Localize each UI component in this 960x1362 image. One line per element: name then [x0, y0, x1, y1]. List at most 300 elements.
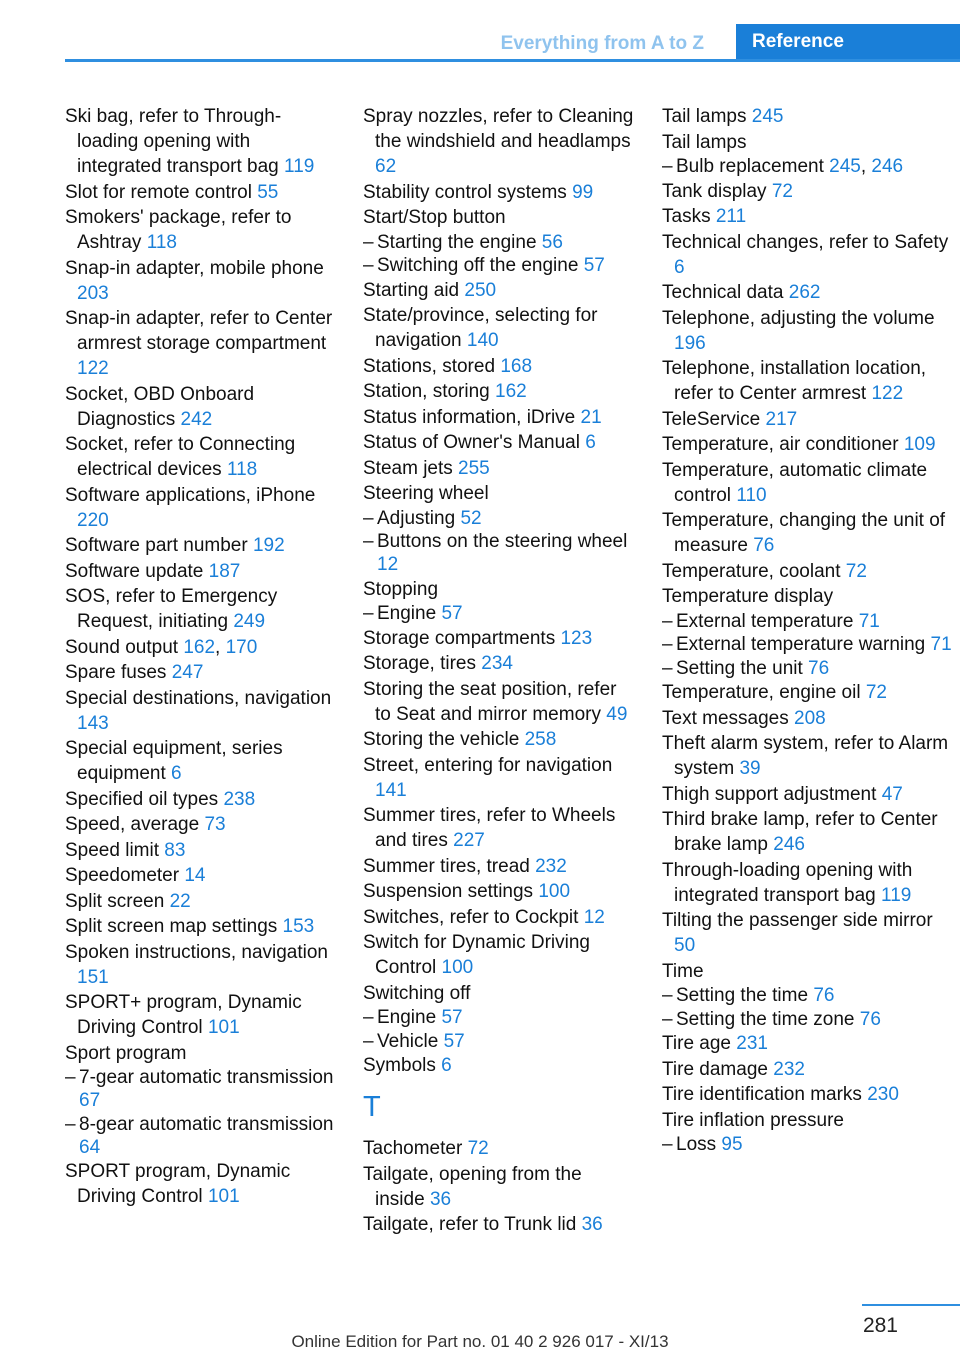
page-link[interactable]: 250 [464, 279, 497, 301]
page-link[interactable]: 192 [252, 535, 285, 556]
entry-text: Tachometer [363, 1138, 463, 1159]
edition-note: Online Edition for Part no. 01 40 2 926 017 - XI/13 [291, 1332, 669, 1351]
page-link[interactable]: 101 [207, 1186, 240, 1207]
index-entry [662, 908, 954, 958]
dash: – [662, 1134, 673, 1155]
page-link[interactable]: 140 [466, 330, 499, 351]
index-column-3 [662, 104, 954, 1157]
page-link[interactable]: 211 [715, 206, 747, 227]
page-link[interactable]: 122 [871, 383, 904, 404]
entry-text: External temperature [676, 610, 854, 632]
entry-text: Setting the time zone [676, 1008, 855, 1030]
page-link[interactable]: 258 [524, 729, 557, 750]
entry-text: Slot for remote control [65, 181, 252, 203]
page-link[interactable]: 6 [441, 1055, 452, 1076]
entry-text: Storing the vehicle [363, 729, 520, 750]
dash: – [363, 1030, 374, 1052]
page-link[interactable]: 162 [183, 636, 216, 658]
page-separator: , [860, 156, 867, 177]
page-link[interactable]: 168 [500, 355, 533, 377]
entry-text: Thigh support adjustment [662, 783, 877, 805]
entry-text: Setting the unit [676, 657, 803, 679]
page-link[interactable]: 67 [79, 1090, 101, 1111]
index-subentry [662, 657, 954, 680]
entry-text: Special destinations, navigation [65, 687, 332, 709]
index-subentry [363, 231, 635, 254]
entry-text: Stations, stored [363, 355, 496, 377]
entry-text: Switch for Dynamic Driving Control [363, 932, 590, 978]
page-link[interactable]: 234 [481, 653, 513, 674]
page-link[interactable]: 57 [441, 1007, 463, 1028]
dash: – [363, 255, 374, 276]
page-link[interactable]: 71 [858, 610, 880, 632]
page-link[interactable]: 36 [581, 1214, 603, 1235]
index-entry [363, 456, 635, 481]
index-entry [363, 677, 635, 727]
index-column-2 [363, 104, 635, 1238]
page-link[interactable]: 57 [443, 1030, 465, 1052]
page-link[interactable]: 242 [180, 408, 213, 430]
page-link[interactable]: 153 [282, 916, 315, 937]
index-entry [363, 981, 635, 1006]
entry-text: Temperature, engine oil [662, 682, 861, 703]
index-entry [65, 382, 337, 432]
index-entry [65, 940, 337, 990]
index-entry [662, 104, 954, 129]
index-entry [65, 533, 337, 558]
index-entry [662, 1057, 954, 1082]
entry-text: External temperature warning [676, 634, 926, 655]
entry-text: Status of Owner's Manual [363, 432, 580, 453]
index-entry [363, 577, 635, 602]
page-link[interactable]: 55 [257, 181, 279, 203]
page-link[interactable]: 230 [867, 1084, 899, 1105]
page-link[interactable]: 99 [572, 181, 594, 203]
page-link[interactable]: 246 [773, 834, 805, 855]
entry-text: Telephone, adjusting the volume [662, 307, 935, 329]
entry-text: Stopping [363, 578, 439, 600]
entry-text: Tank display [662, 180, 767, 202]
index-subentry [65, 1066, 337, 1112]
dash: – [363, 507, 374, 529]
entry-text: Steering wheel [363, 483, 489, 504]
index-entry [65, 889, 337, 914]
entry-text: Time [662, 960, 704, 982]
index-entry [363, 1212, 635, 1237]
entry-text: Tail lamps [662, 106, 747, 127]
index-entry [363, 930, 635, 980]
index-list-s [363, 104, 635, 1078]
entry-text: Street, entering for navigation [363, 754, 613, 776]
page-link[interactable]: 64 [79, 1136, 101, 1158]
index-entry [363, 405, 635, 430]
index-entry [363, 727, 635, 752]
index-entry [662, 458, 954, 508]
index-entry [662, 584, 954, 609]
index-entry [662, 559, 954, 584]
index-entry [363, 430, 635, 455]
page-link[interactable]: 100 [441, 957, 474, 978]
index-subentry [363, 254, 635, 277]
dash: – [662, 985, 673, 1006]
page-link[interactable]: 57 [441, 603, 463, 624]
dash: – [662, 657, 673, 679]
page-link[interactable]: 143 [77, 712, 109, 734]
page-link[interactable]: 83 [164, 839, 186, 861]
page-link[interactable]: 95 [721, 1134, 743, 1155]
page-link[interactable]: 72 [771, 180, 793, 202]
page-link[interactable]: 118 [146, 232, 177, 253]
index-entry [65, 812, 337, 837]
entry-text: Speedometer [65, 865, 180, 886]
page-link[interactable]: 12 [377, 554, 399, 575]
index-entry [65, 736, 337, 786]
dash: – [363, 531, 374, 552]
entry-text: Specified oil types [65, 788, 219, 810]
index-entry [65, 686, 337, 736]
index-subentry [662, 155, 954, 178]
index-entry [65, 559, 337, 584]
entry-text: Loss [676, 1134, 717, 1155]
entry-text: Storage compartments [363, 627, 556, 649]
page-link[interactable]: 56 [541, 231, 563, 253]
page-link[interactable]: 232 [773, 1058, 805, 1080]
page-link[interactable]: 62 [375, 156, 397, 177]
entry-text: Switching off the engine [377, 255, 579, 276]
page-link[interactable]: 50 [674, 935, 696, 956]
page-separator: , [215, 636, 221, 658]
index-column-1 [65, 104, 337, 1210]
index-entry [662, 680, 954, 705]
index-entry [662, 1108, 954, 1133]
index-entry [363, 879, 635, 904]
entry-text: Vehicle [377, 1030, 439, 1052]
page-link[interactable]: 246 [871, 156, 904, 177]
index-entry [363, 205, 635, 230]
entry-text: Tire damage [662, 1058, 768, 1080]
index-entry [65, 584, 337, 634]
header-rule [65, 59, 960, 62]
page-link[interactable]: 249 [233, 611, 266, 632]
page-link[interactable]: 119 [881, 884, 912, 906]
entry-text: Buttons on the steering wheel [377, 531, 628, 552]
index-entry [65, 483, 337, 533]
entry-text: Starting the engine [377, 231, 537, 253]
entry-text: Speed, average [65, 814, 200, 835]
page-link[interactable]: 255 [458, 457, 490, 479]
page-link[interactable]: 118 [226, 459, 258, 480]
entry-text: Engine [377, 603, 437, 624]
page-link[interactable]: 12 [583, 906, 605, 928]
page-link[interactable]: 36 [429, 1188, 452, 1210]
index-entry [65, 787, 337, 812]
page-link[interactable]: 170 [225, 636, 258, 658]
entry-text: Snap-in adapter, mobile phone [65, 257, 324, 279]
entry-text: Station, storing [363, 381, 490, 402]
entry-text: Technical data [662, 282, 784, 303]
entry-text: Temperature, changing the unit of measure [662, 510, 946, 556]
index-entry [65, 180, 337, 205]
index-entry [363, 753, 635, 803]
dash: – [363, 1007, 374, 1028]
index-entry [662, 407, 954, 432]
entry-text: Setting the time [676, 985, 809, 1006]
index-entry [65, 1159, 337, 1209]
entry-text: Telephone, installation location, refer to Center armrest [662, 358, 927, 404]
index-entry [65, 660, 337, 685]
index-entry [65, 432, 337, 482]
entry-text: Tire identification marks [662, 1084, 862, 1105]
index-entry [662, 130, 954, 155]
entry-text: Storing the seat position, refer to Seat and mirror memory [363, 678, 617, 725]
entry-text: Spare fuses [65, 662, 167, 683]
index-entry [363, 278, 635, 303]
entry-text: Temperature, air conditioner [662, 434, 899, 455]
page-number: 281 [862, 1314, 898, 1337]
entry-text: Special equipment, series equipment [65, 738, 283, 784]
entry-text: Summer tires, tread [363, 855, 530, 877]
page-link[interactable]: 196 [674, 332, 706, 354]
dash: – [363, 231, 374, 253]
index-entry [662, 858, 954, 908]
page-link[interactable]: 21 [580, 406, 602, 428]
entry-text: Snap-in adapter, refer to Center armrest storage compartment [65, 308, 333, 354]
index-letter-heading: T [363, 1091, 381, 1123]
index-entry [363, 626, 635, 651]
entry-text: Third brake lamp, refer to Center brake lamp [662, 809, 938, 855]
index-entry [662, 706, 954, 731]
entry-text: Steam jets [363, 457, 453, 479]
index-entry [363, 854, 635, 879]
index-entry [65, 838, 337, 863]
page-link[interactable]: 245 [829, 156, 861, 177]
entry-text: Smokers' package, refer to Ashtray [65, 207, 292, 253]
index-entry [363, 104, 635, 179]
index-subentry [662, 633, 954, 656]
entry-text: Switching off [363, 982, 471, 1004]
chapter-tab: Reference [736, 24, 960, 59]
page-link[interactable]: 72 [865, 682, 887, 703]
page-link[interactable]: 231 [736, 1033, 768, 1054]
entry-text: Start/Stop button [363, 207, 506, 228]
index-entry [662, 204, 954, 229]
entry-text: Storage, tires [363, 653, 476, 674]
index-entry [662, 807, 954, 857]
page-link[interactable]: 220 [77, 509, 109, 531]
page-link[interactable]: 247 [171, 662, 204, 683]
page-link[interactable]: 119 [284, 156, 315, 177]
page-link[interactable]: 73 [204, 814, 226, 835]
entry-text: TeleService [662, 408, 761, 430]
index-entry [65, 863, 337, 888]
page-link[interactable]: 162 [495, 381, 527, 402]
page-link[interactable]: 227 [453, 830, 485, 851]
page-link[interactable]: 6 [674, 256, 685, 278]
index-entry [65, 306, 337, 381]
entry-text: Symbols [363, 1055, 436, 1076]
entry-text: Text messages [662, 707, 789, 729]
entry-text: 8-gear automatic transmission [79, 1113, 334, 1135]
page-link[interactable]: 122 [77, 358, 109, 379]
index-entry [363, 651, 635, 676]
index-entry [363, 1053, 635, 1078]
dash: – [65, 1113, 76, 1135]
index-entry [363, 1162, 635, 1212]
index-subentry [662, 1133, 954, 1156]
index-entry [363, 905, 635, 930]
entry-text: Temperature, automatic climate control [662, 459, 928, 506]
page-link[interactable]: 76 [859, 1008, 881, 1030]
index-subentry [662, 1008, 954, 1031]
dash: – [662, 610, 673, 632]
page-link[interactable]: 245 [751, 106, 784, 127]
index-subentry [363, 602, 635, 625]
page-link[interactable]: 76 [813, 985, 835, 1006]
index-entry [65, 914, 337, 939]
entry-text: Starting aid [363, 279, 460, 301]
entry-text: Temperature, coolant [662, 560, 841, 582]
entry-text: Spray nozzles, refer to Cleaning the windshield and headlamps [363, 106, 634, 152]
index-entry [662, 731, 954, 781]
entry-text: Through-loading opening with integrated transport bag [662, 859, 913, 906]
entry-text: Technical changes, refer to Safety [662, 231, 949, 253]
index-entry [662, 179, 954, 204]
entry-text: Tailgate, opening from the inside [363, 1163, 582, 1210]
page-link[interactable]: 49 [606, 703, 628, 725]
page-link[interactable]: 109 [903, 434, 936, 455]
entry-text: Tilting the passenger side mirror [662, 910, 933, 931]
entry-text: 7-gear automatic transmission [79, 1067, 334, 1088]
entry-text: Split screen map settings [65, 916, 278, 937]
index-list-t [363, 1136, 635, 1237]
footer-rule [862, 1304, 960, 1306]
page-link[interactable]: 52 [460, 507, 482, 529]
dash: – [662, 1008, 673, 1030]
entry-text: Ski bag, refer to Through-loading opening with integrated transport bag [65, 106, 282, 177]
index-entry [662, 306, 954, 356]
page-link[interactable]: 57 [583, 255, 605, 276]
page-link[interactable]: 72 [845, 560, 867, 582]
index-subentry [363, 507, 635, 530]
page-link[interactable]: 110 [736, 484, 767, 506]
index-entry [662, 280, 954, 305]
index-entry [363, 803, 635, 853]
page-link[interactable]: 39 [739, 758, 761, 779]
entry-text: Sound output [65, 636, 179, 658]
index-subentry [363, 1006, 635, 1029]
index-entry [65, 205, 337, 255]
index-entry [662, 230, 954, 280]
index-entry [65, 990, 337, 1040]
page-link[interactable]: 238 [223, 788, 256, 810]
entry-text: State/province, selecting for navigation [363, 305, 598, 351]
page-link[interactable]: 14 [184, 865, 206, 886]
entry-text: Sport program [65, 1042, 187, 1064]
index-entry [363, 180, 635, 205]
index-entry [662, 508, 954, 558]
index-entry [65, 256, 337, 306]
index-subentry [363, 530, 635, 576]
entry-text: Status information, iDrive [363, 406, 576, 428]
entry-text: Software part number [65, 535, 248, 556]
index-entry [65, 1041, 337, 1066]
index-entry [662, 432, 954, 457]
index-entry [662, 356, 954, 406]
index-subentry [662, 610, 954, 633]
entry-text: Software update [65, 560, 204, 582]
index-subentry [363, 1030, 635, 1053]
dash: – [662, 156, 673, 177]
entry-text: SOS, refer to Emergency Request, initiating [65, 586, 278, 632]
entry-text: SPORT+ program, Dynamic Driving Control [65, 992, 302, 1038]
entry-text: Switches, refer to Cockpit [363, 906, 579, 928]
index-entry [662, 1031, 954, 1056]
entry-text: Engine [377, 1007, 437, 1028]
entry-text: Socket, refer to Connecting electrical devices [65, 434, 296, 480]
index-entry [363, 354, 635, 379]
page-link[interactable]: 101 [207, 1017, 240, 1038]
index-entry [662, 959, 954, 984]
entry-text: Theft alarm system, refer to Alarm system [662, 733, 949, 779]
page-link[interactable]: 6 [585, 432, 596, 453]
entry-text: Temperature display [662, 586, 834, 607]
page-link[interactable]: 76 [808, 657, 830, 679]
entry-text: Split screen [65, 890, 165, 912]
entry-text: Software applications, iPhone [65, 484, 316, 506]
page-link[interactable]: 208 [794, 707, 826, 729]
index-entry [363, 481, 635, 506]
entry-text: Adjusting [377, 507, 456, 529]
page-link[interactable]: 76 [753, 535, 775, 556]
page-link[interactable]: 100 [538, 881, 571, 902]
index-subentry [662, 984, 954, 1007]
page-link[interactable]: 47 [881, 783, 903, 805]
dash: – [65, 1067, 76, 1088]
page-link[interactable]: 262 [788, 282, 821, 303]
page-link[interactable]: 141 [375, 779, 407, 801]
page-link[interactable]: 22 [169, 890, 191, 912]
index-entry [65, 104, 337, 179]
page-link[interactable]: 6 [171, 763, 182, 784]
page-link[interactable]: 217 [765, 408, 798, 430]
entry-text: Tail lamps [662, 131, 747, 153]
page-link[interactable]: 203 [77, 282, 109, 304]
section-title: Everything from A to Z [500, 33, 704, 54]
entry-text: Speed limit [65, 839, 159, 861]
entry-text: SPORT program, Dynamic Driving Control [65, 1161, 291, 1207]
page-link[interactable]: 187 [208, 560, 241, 582]
entry-text: Tasks [662, 206, 711, 227]
entry-text: Tailgate, refer to Trunk lid [363, 1214, 577, 1235]
entry-text: Spoken instructions, navigation [65, 941, 328, 963]
page-link[interactable]: 232 [535, 855, 567, 877]
dash: – [662, 634, 673, 655]
page-header [65, 24, 960, 62]
index-entry [662, 782, 954, 807]
page-link[interactable]: 71 [930, 634, 952, 655]
page-link[interactable]: 123 [560, 627, 593, 649]
page-link[interactable]: 72 [467, 1138, 489, 1159]
page-link[interactable]: 151 [77, 966, 109, 988]
entry-text: Suspension settings [363, 881, 534, 902]
entry-text: Tire inflation pressure [662, 1109, 844, 1131]
entry-text: Socket, OBD Onboard Diagnostics [65, 383, 255, 430]
index-entry [363, 303, 635, 353]
index-entry [662, 1082, 954, 1107]
entry-text: Summer tires, refer to Wheels and tires [363, 805, 616, 851]
entry-text: Tire age [662, 1033, 731, 1054]
index-entry [65, 635, 337, 660]
